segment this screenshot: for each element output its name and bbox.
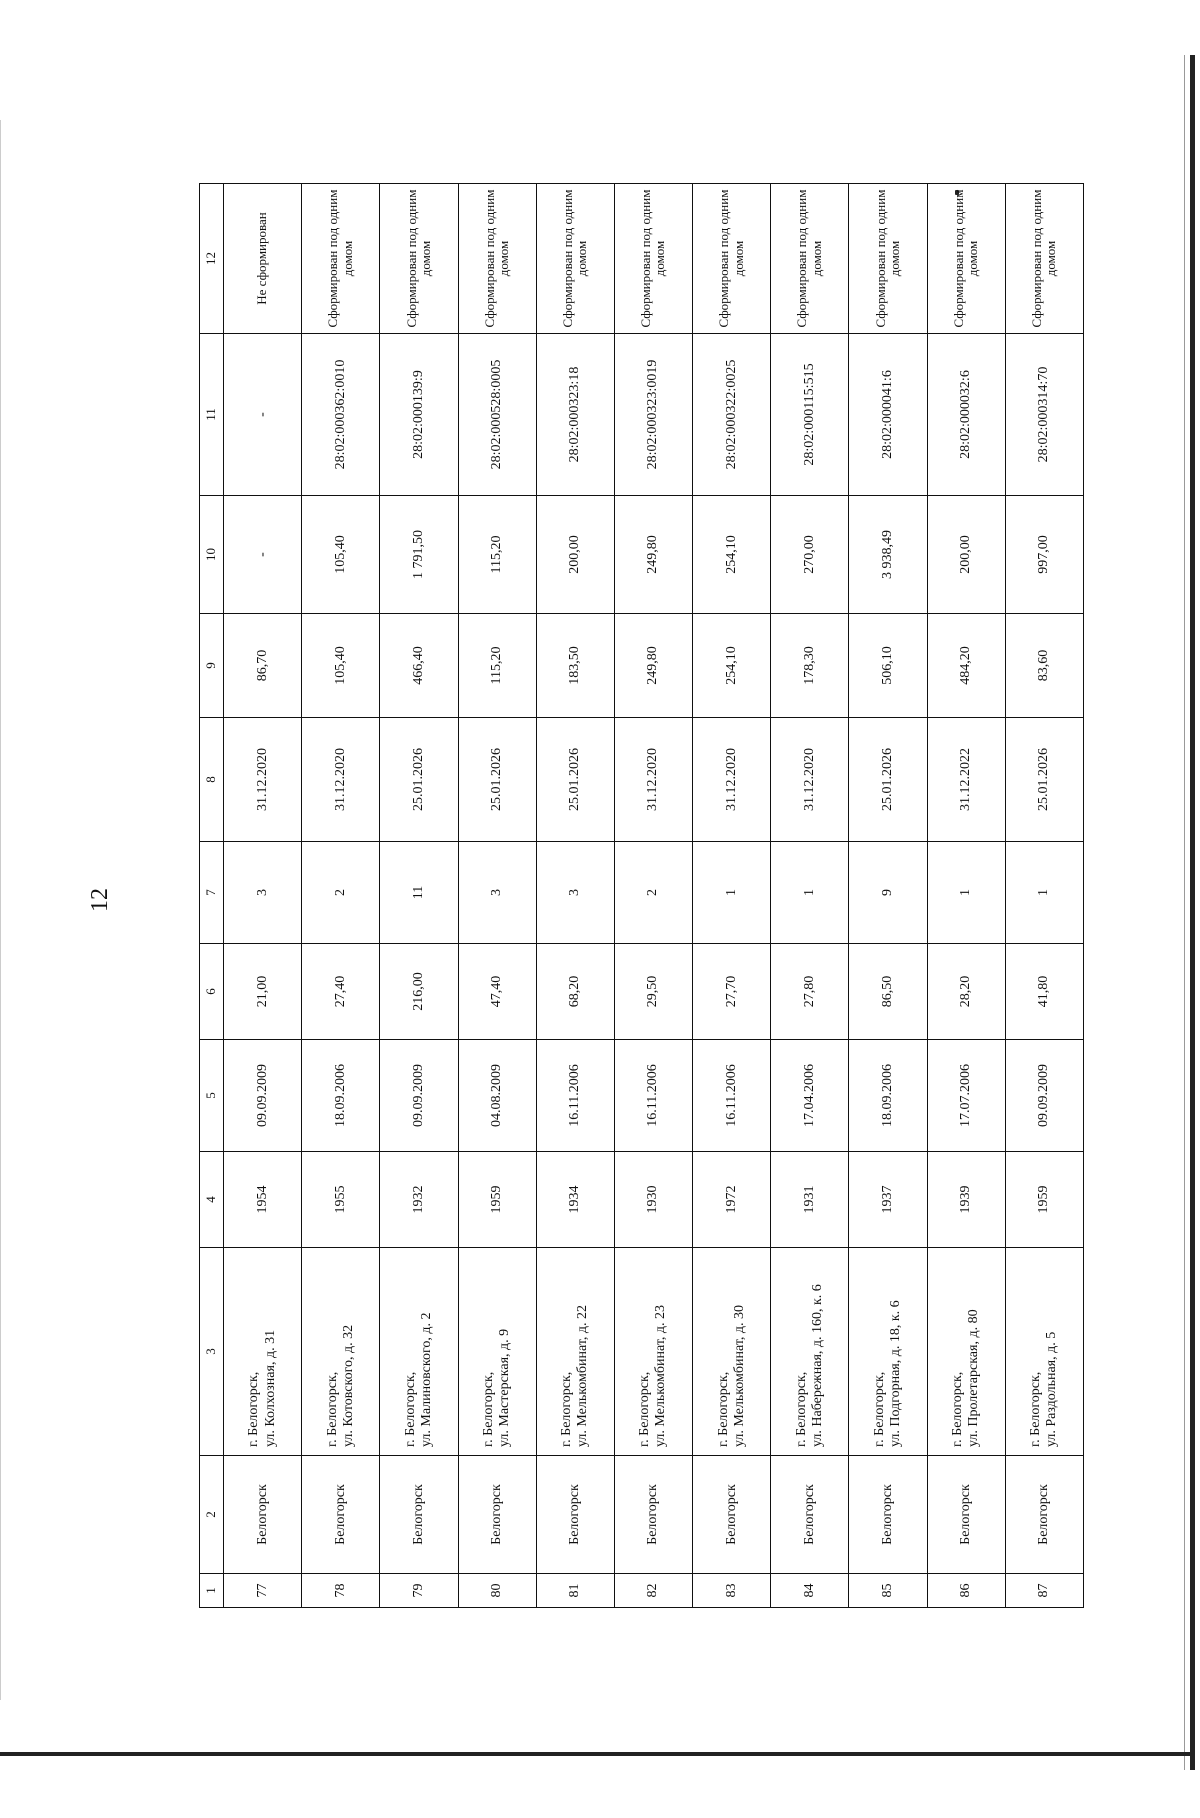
cell-status: Сформирован под одним домом [849,184,927,334]
column-header: 4 [200,1152,224,1248]
cell-date: 04.08.2009 [458,1040,536,1152]
address-line-2: ул. Мастерская, д. 9 [497,1328,513,1447]
cell-address [224,1248,302,1456]
cell-year: 1939 [927,1152,1005,1248]
cell-area: 21,00 [224,944,302,1040]
cell-area-3: 249,80 [614,496,692,614]
cell-status: Сформирован под одним домом [458,184,536,334]
cell-year: 1934 [536,1152,614,1248]
cell-row-number: 80 [458,1574,536,1608]
column-header: 11 [200,334,224,496]
cell-deadline: 31.12.2022 [927,718,1005,842]
cell-row-number: 81 [536,1574,614,1608]
cell-date: 09.09.2009 [224,1040,302,1152]
cell-row-number: 83 [693,1574,771,1608]
table-row [380,184,458,1608]
page-number: 12 [86,888,113,912]
cell-row-number: 84 [771,1574,849,1608]
cell-cadastral-number: 28:02:000323:18 [536,334,614,496]
scan-edge-left [0,120,1,1700]
cell-city: Белогорск [693,1456,771,1574]
table-row [302,184,380,1608]
address-line-1: г. Белогорск, [559,1371,575,1447]
cell-status: Сформирован под одним домом [1005,184,1083,334]
cell-area: 29,50 [614,944,692,1040]
cell-area-2: 86,70 [224,614,302,718]
cell-area-3: 115,20 [458,496,536,614]
cell-year: 1931 [771,1152,849,1248]
cell-year: 1930 [614,1152,692,1248]
scan-edge-bottom [0,1752,1195,1756]
cell-count: 3 [458,842,536,944]
cell-deadline: 25.01.2026 [380,718,458,842]
cell-row-number: 79 [380,1574,458,1608]
cell-area-3: 1 791,50 [380,496,458,614]
address-line-2: ул. Мелькомбинат, д. 22 [575,1304,591,1447]
cell-area-2: 249,80 [614,614,692,718]
cell-row-number: 86 [927,1574,1005,1608]
cell-deadline: 31.12.2020 [693,718,771,842]
address-line-1: г. Белогорск, [324,1371,340,1447]
table-row [693,184,771,1608]
cell-cadastral-number: 28:02:000041:6 [849,334,927,496]
cell-area-2: 115,20 [458,614,536,718]
cell-city: Белогорск [302,1456,380,1574]
cell-status: Сформирован под одним домом [693,184,771,334]
cell-address [927,1248,1005,1456]
cell-deadline: 31.12.2020 [224,718,302,842]
cell-cadastral-number: 28:02:000115:515 [771,334,849,496]
cell-city: Белогорск [458,1456,536,1574]
cell-cadastral-number: - [224,334,302,496]
cell-count: 3 [536,842,614,944]
cell-count: 9 [849,842,927,944]
cell-area-3: - [224,496,302,614]
table-header-row [200,184,224,1608]
cell-count: 2 [614,842,692,944]
cell-row-number: 82 [614,1574,692,1608]
housing-table [199,183,1084,1608]
cell-city: Белогорск [224,1456,302,1574]
column-header: 9 [200,614,224,718]
address-line-1: г. Белогорск, [793,1371,809,1447]
table-row [458,184,536,1608]
cell-area-2: 83,60 [1005,614,1083,718]
cell-city: Белогорск [614,1456,692,1574]
cell-cadastral-number: 28:02:000362:0010 [302,334,380,496]
housing-table-container [199,184,1084,1608]
cell-deadline: 31.12.2020 [614,718,692,842]
column-header: 6 [200,944,224,1040]
cell-area: 27,80 [771,944,849,1040]
cell-area-2: 183,50 [536,614,614,718]
cell-deadline: 25.01.2026 [1005,718,1083,842]
cell-date: 18.09.2006 [302,1040,380,1152]
scan-edge-right-inner [1184,55,1185,1770]
address-line-1: г. Белогорск, [1028,1371,1044,1447]
cell-cadastral-number: 28:02:000314:70 [1005,334,1083,496]
cell-count: 1 [771,842,849,944]
cell-date: 17.04.2006 [771,1040,849,1152]
column-header: 2 [200,1456,224,1574]
table-row [224,184,302,1608]
address-line-1: г. Белогорск, [950,1371,966,1447]
cell-row-number: 77 [224,1574,302,1608]
cell-area-2: 105,40 [302,614,380,718]
cell-address [614,1248,692,1456]
cell-area-3: 270,00 [771,496,849,614]
cell-status: Не сформирован [224,184,302,334]
cell-row-number: 85 [849,1574,927,1608]
cell-area: 216,00 [380,944,458,1040]
cell-address [302,1248,380,1456]
cell-city: Белогорск [849,1456,927,1574]
cell-date: 16.11.2006 [536,1040,614,1152]
cell-status: Сформирован под одним домом [614,184,692,334]
cell-status: Сформирован под одним домом [771,184,849,334]
cell-status: Сформирован под одним домом [302,184,380,334]
cell-status: Сформирован под одним домом [380,184,458,334]
cell-area-2: 178,30 [771,614,849,718]
address-line-1: г. Белогорск, [246,1371,262,1447]
cell-address [380,1248,458,1456]
cell-city: Белогорск [380,1456,458,1574]
cell-row-number: 78 [302,1574,380,1608]
cell-address [693,1248,771,1456]
address-line-1: г. Белогорск, [637,1371,653,1447]
cell-year: 1955 [302,1152,380,1248]
cell-address [771,1248,849,1456]
cell-area: 27,40 [302,944,380,1040]
address-line-1: г. Белогорск, [715,1371,731,1447]
cell-deadline: 31.12.2020 [771,718,849,842]
address-line-1: г. Белогорск, [871,1371,887,1447]
address-line-2: ул. Малиновского, д. 2 [418,1312,434,1447]
cell-count: 1 [693,842,771,944]
table-row [1005,184,1083,1608]
cell-date: 09.09.2009 [1005,1040,1083,1152]
address-line-2: ул. Подгорная, д. 18, к. 6 [887,1300,903,1447]
cell-year: 1959 [458,1152,536,1248]
cell-cadastral-number: 28:02:000032:6 [927,334,1005,496]
column-header: 7 [200,842,224,944]
table-row [536,184,614,1608]
cell-deadline: 25.01.2026 [536,718,614,842]
address-line-2: ул. Пролетарская, д. 80 [966,1309,982,1447]
cell-area: 27,70 [693,944,771,1040]
address-line-2: ул. Колхозная, д. 31 [262,1329,278,1447]
cell-area: 47,40 [458,944,536,1040]
cell-status: Сформирован под одним домом [536,184,614,334]
cell-area: 68,20 [536,944,614,1040]
cell-deadline: 25.01.2026 [849,718,927,842]
cell-deadline: 31.12.2020 [302,718,380,842]
cell-count: 1 [927,842,1005,944]
cell-city: Белогорск [536,1456,614,1574]
address-line-2: ул. Раздольная, д. 5 [1044,1331,1060,1447]
table-row [771,184,849,1608]
cell-date: 18.09.2006 [849,1040,927,1152]
cell-city: Белогорск [771,1456,849,1574]
cell-area-3: 3 938,49 [849,496,927,614]
column-header: 1 [200,1574,224,1608]
cell-area: 41,80 [1005,944,1083,1040]
scan-edge-right [1190,55,1195,1770]
column-header: 3 [200,1248,224,1456]
cell-area-2: 506,10 [849,614,927,718]
address-line-1: г. Белогорск, [481,1371,496,1447]
cell-count: 3 [224,842,302,944]
cell-cadastral-number: 28:02:000139:9 [380,334,458,496]
table-body [224,184,1084,1608]
cell-date: 16.11.2006 [693,1040,771,1152]
address-line-2: ул. Набережная, д. 160, к. 6 [809,1284,825,1447]
cell-count: 2 [302,842,380,944]
cell-area-3: 254,10 [693,496,771,614]
cell-date: 17.07.2006 [927,1040,1005,1152]
address-line-2: ул. Мелькомбинат, д. 23 [653,1304,669,1447]
cell-area: 28,20 [927,944,1005,1040]
cell-status: Сформирован под одним домом [927,184,1005,334]
cell-count: 1 [1005,842,1083,944]
table-row [849,184,927,1608]
cell-date: 09.09.2009 [380,1040,458,1152]
cell-city: Белогорск [927,1456,1005,1574]
cell-area-3: 997,00 [1005,496,1083,614]
column-header: 10 [200,496,224,614]
cell-city: Белогорск [1005,1456,1083,1574]
cell-address [849,1248,927,1456]
column-header: 8 [200,718,224,842]
cell-deadline: 25.01.2026 [458,718,536,842]
cell-cadastral-number: 28:02:000322:0025 [693,334,771,496]
address-line-2: ул. Котовского, д. 32 [340,1324,356,1447]
cell-area-2: 466,40 [380,614,458,718]
table-row [927,184,1005,1608]
cell-year: 1954 [224,1152,302,1248]
cell-area-2: 484,20 [927,614,1005,718]
column-header: 12 [200,184,224,334]
cell-date: 16.11.2006 [614,1040,692,1152]
column-header: 5 [200,1040,224,1152]
address-line-1: г. Белогорск, [402,1371,418,1447]
cell-year: 1937 [849,1152,927,1248]
address-line-2: ул. Мелькомбинат, д. 30 [731,1304,747,1447]
cell-area-3: 200,00 [927,496,1005,614]
cell-address [458,1248,536,1456]
cell-year: 1959 [1005,1152,1083,1248]
cell-area: 86,50 [849,944,927,1040]
cell-area-2: 254,10 [693,614,771,718]
cell-address [1005,1248,1083,1456]
cell-area-3: 105,40 [302,496,380,614]
cell-row-number: 87 [1005,1574,1083,1608]
cell-address [536,1248,614,1456]
cell-year: 1932 [380,1152,458,1248]
cell-count: 11 [380,842,458,944]
table-row [614,184,692,1608]
cell-cadastral-number: 28:02:000323:0019 [614,334,692,496]
cell-year: 1972 [693,1152,771,1248]
cell-cadastral-number: 28:02:000528:0005 [458,334,536,496]
cell-area-3: 200,00 [536,496,614,614]
